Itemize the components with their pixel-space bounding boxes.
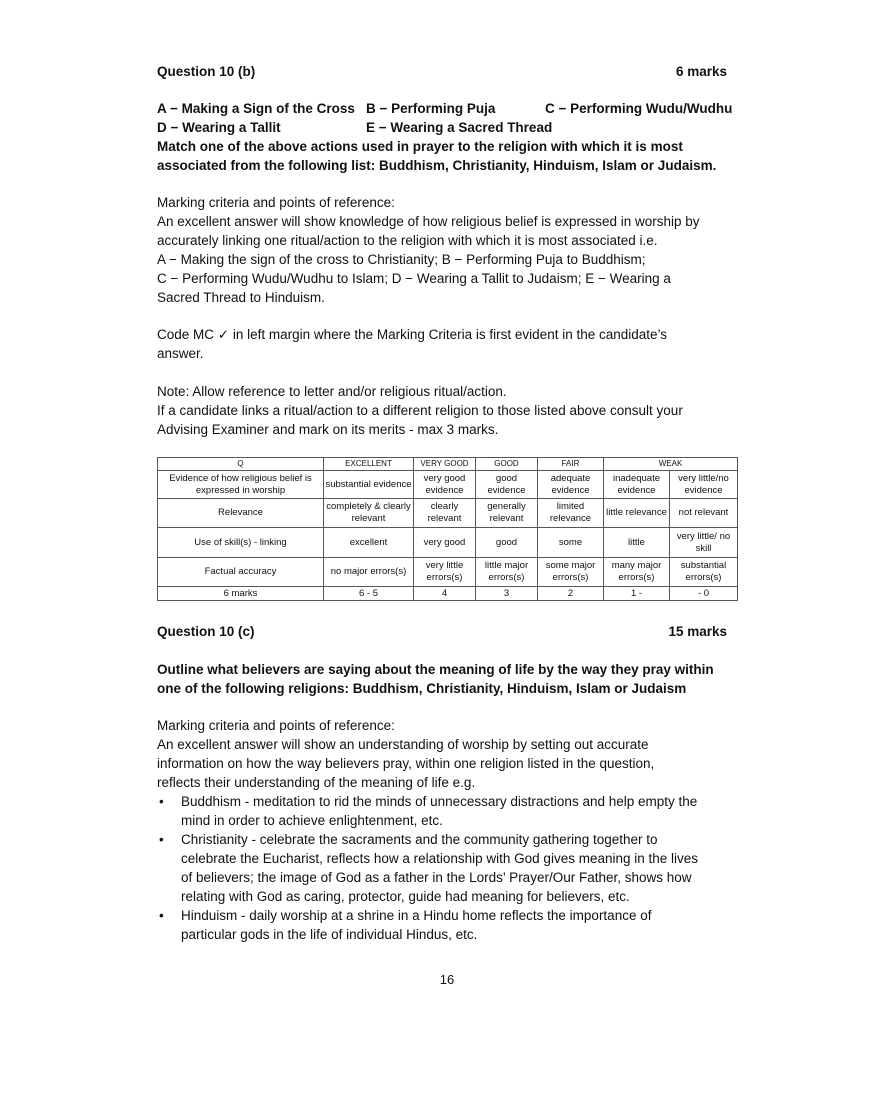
table-cell: 6 - 5 bbox=[324, 587, 414, 601]
table-cell: 1 - bbox=[604, 587, 670, 601]
marking-criteria-table bbox=[157, 457, 738, 601]
religion-bullet-list bbox=[157, 792, 747, 944]
table-row bbox=[158, 499, 738, 528]
table-cell: many major errors(s) bbox=[604, 558, 670, 587]
q10b-prompt-line: Match one of the above actions used in prayer to the religion with which it is most bbox=[157, 139, 683, 154]
option-a: A − Making a Sign of the Cross bbox=[157, 101, 355, 116]
q10b-marks: 6 marks bbox=[675, 64, 727, 79]
table-cell: very good bbox=[414, 528, 476, 558]
table-cell: some bbox=[538, 528, 604, 558]
table-cell: 2 bbox=[538, 587, 604, 601]
q10b-criteria-line: Sacred Thread to Hinduism. bbox=[157, 290, 325, 305]
bullet-icon: • bbox=[159, 832, 164, 847]
table-cell: little major errors(s) bbox=[476, 558, 538, 587]
table-row bbox=[158, 587, 738, 601]
note-line: If a candidate links a ritual/action to a different religion to those listed above consult your bbox=[157, 403, 683, 418]
table-cell: good bbox=[476, 528, 538, 558]
code-mc-line: answer. bbox=[157, 346, 204, 361]
list-item bbox=[157, 906, 747, 944]
q10c-title: Question 10 (c) bbox=[157, 624, 255, 639]
q10b-criteria-line: A − Making the sign of the cross to Christianity; B − Performing Puja to Buddhism; bbox=[157, 252, 646, 267]
list-item bbox=[157, 830, 747, 906]
table-row bbox=[158, 528, 738, 558]
option-c: C − Performing Wudu/Wudhu bbox=[545, 101, 733, 116]
q10c-criteria-line: An excellent answer will show an understanding of worship by setting out accurate bbox=[157, 737, 649, 752]
q10c-criteria-heading: Marking criteria and points of reference: bbox=[157, 718, 395, 733]
table-cell: - 0 bbox=[670, 587, 738, 601]
code-mc-line: Code MC ✓ in left margin where the Marking Criteria is first evident in the candidate’s bbox=[157, 327, 668, 342]
table-cell: generally relevant bbox=[476, 499, 538, 528]
header-cell: Q bbox=[158, 458, 324, 471]
q10c-criteria-line: reflects their understanding of the meaning of life e.g. bbox=[157, 775, 476, 790]
table-cell: some major errors(s) bbox=[538, 558, 604, 587]
bullet-icon: • bbox=[159, 794, 164, 809]
list-item bbox=[157, 792, 747, 830]
table-cell: very little/ no skill bbox=[670, 528, 738, 558]
table-cell: clearly relevant bbox=[414, 499, 476, 528]
note-line: Note: Allow reference to letter and/or religious ritual/action. bbox=[157, 384, 507, 399]
row-label: 6 marks bbox=[158, 587, 324, 601]
header-cell: FAIR bbox=[538, 458, 604, 471]
table-cell: substantial evidence bbox=[324, 471, 414, 499]
table-cell: inadequate evidence bbox=[604, 471, 670, 499]
table-cell: excellent bbox=[324, 528, 414, 558]
q10c-prompt-line: one of the following religions: Buddhism, Christianity, Hinduism, Islam or Judaism bbox=[157, 681, 687, 696]
header-cell: WEAK bbox=[604, 458, 738, 471]
table-cell: substantial errors(s) bbox=[670, 558, 738, 587]
option-b: B − Performing Puja bbox=[366, 101, 496, 116]
table-cell: little relevance bbox=[604, 499, 670, 528]
bullet-line: particular gods in the life of individual Hindus, etc. bbox=[181, 927, 478, 942]
bullet-line: Christianity - celebrate the sacraments and the community gathering together to bbox=[181, 832, 658, 847]
page-number: 16 bbox=[439, 972, 455, 987]
header-cell: VERY GOOD bbox=[414, 458, 476, 471]
bullet-line: Hinduism - daily worship at a shrine in a Hindu home reflects the importance of bbox=[181, 908, 652, 923]
q10b-criteria-line: accurately linking one ritual/action to the religion with which it is most associated i.e. bbox=[157, 233, 658, 248]
q10b-criteria-line: An excellent answer will show knowledge of how religious belief is expressed in worship by bbox=[157, 214, 700, 229]
table-row bbox=[158, 471, 738, 499]
header-cell: EXCELLENT bbox=[324, 458, 414, 471]
table-cell: completely & clearly relevant bbox=[324, 499, 414, 528]
q10b-criteria-heading: Marking criteria and points of reference: bbox=[157, 195, 395, 210]
bullet-line: Buddhism - meditation to rid the minds of unnecessary distractions and help empty the bbox=[181, 794, 698, 809]
option-d: D − Wearing a Tallit bbox=[157, 120, 281, 135]
q10c-prompt-line: Outline what believers are saying about the meaning of life by the way they pray within bbox=[157, 662, 714, 677]
table-cell: very good evidence bbox=[414, 471, 476, 499]
q10b-criteria-line: C − Performing Wudu/Wudhu to Islam; D − Wearing a Tallit to Judaism; E − Wearing a bbox=[157, 271, 671, 286]
header-cell: GOOD bbox=[476, 458, 538, 471]
bullet-line: mind in order to achieve enlightenment, etc. bbox=[181, 813, 443, 828]
q10c-marks: 15 marks bbox=[668, 624, 727, 639]
table-cell: good evidence bbox=[476, 471, 538, 499]
bullet-line: relating with God as caring, protector, guide had meaning for believers, etc. bbox=[181, 889, 630, 904]
bullet-icon: • bbox=[159, 908, 164, 923]
table-cell: limited relevance bbox=[538, 499, 604, 528]
q10b-title: Question 10 (b) bbox=[157, 64, 256, 79]
row-label: Factual accuracy bbox=[158, 558, 324, 587]
row-label: Use of skill(s) - linking bbox=[158, 528, 324, 558]
table-cell: very little errors(s) bbox=[414, 558, 476, 587]
option-e: E − Wearing a Sacred Thread bbox=[366, 120, 553, 135]
bullet-line: of believers; the image of God as a father in the Lords’ Prayer/Our Father, shows how bbox=[181, 870, 692, 885]
table-row bbox=[158, 558, 738, 587]
row-label: Evidence of how religious belief is expressed in worship bbox=[158, 471, 324, 499]
q10b-prompt-line: associated from the following list: Buddhism, Christianity, Hinduism, Islam or Judaism. bbox=[157, 158, 717, 173]
table-cell: not relevant bbox=[670, 499, 738, 528]
table-cell: little bbox=[604, 528, 670, 558]
table-cell: 3 bbox=[476, 587, 538, 601]
row-label: Relevance bbox=[158, 499, 324, 528]
note-line: Advising Examiner and mark on its merits - max 3 marks. bbox=[157, 422, 499, 437]
q10c-criteria-line: information on how the way believers pray, within one religion listed in the question, bbox=[157, 756, 655, 771]
table-header-row bbox=[158, 458, 738, 471]
bullet-line: celebrate the Eucharist, reflects how a relationship with God gives meaning in the lives bbox=[181, 851, 699, 866]
table-cell: adequate evidence bbox=[538, 471, 604, 499]
table-cell: 4 bbox=[414, 587, 476, 601]
table-cell: no major errors(s) bbox=[324, 558, 414, 587]
table-cell: very little/no evidence bbox=[670, 471, 738, 499]
